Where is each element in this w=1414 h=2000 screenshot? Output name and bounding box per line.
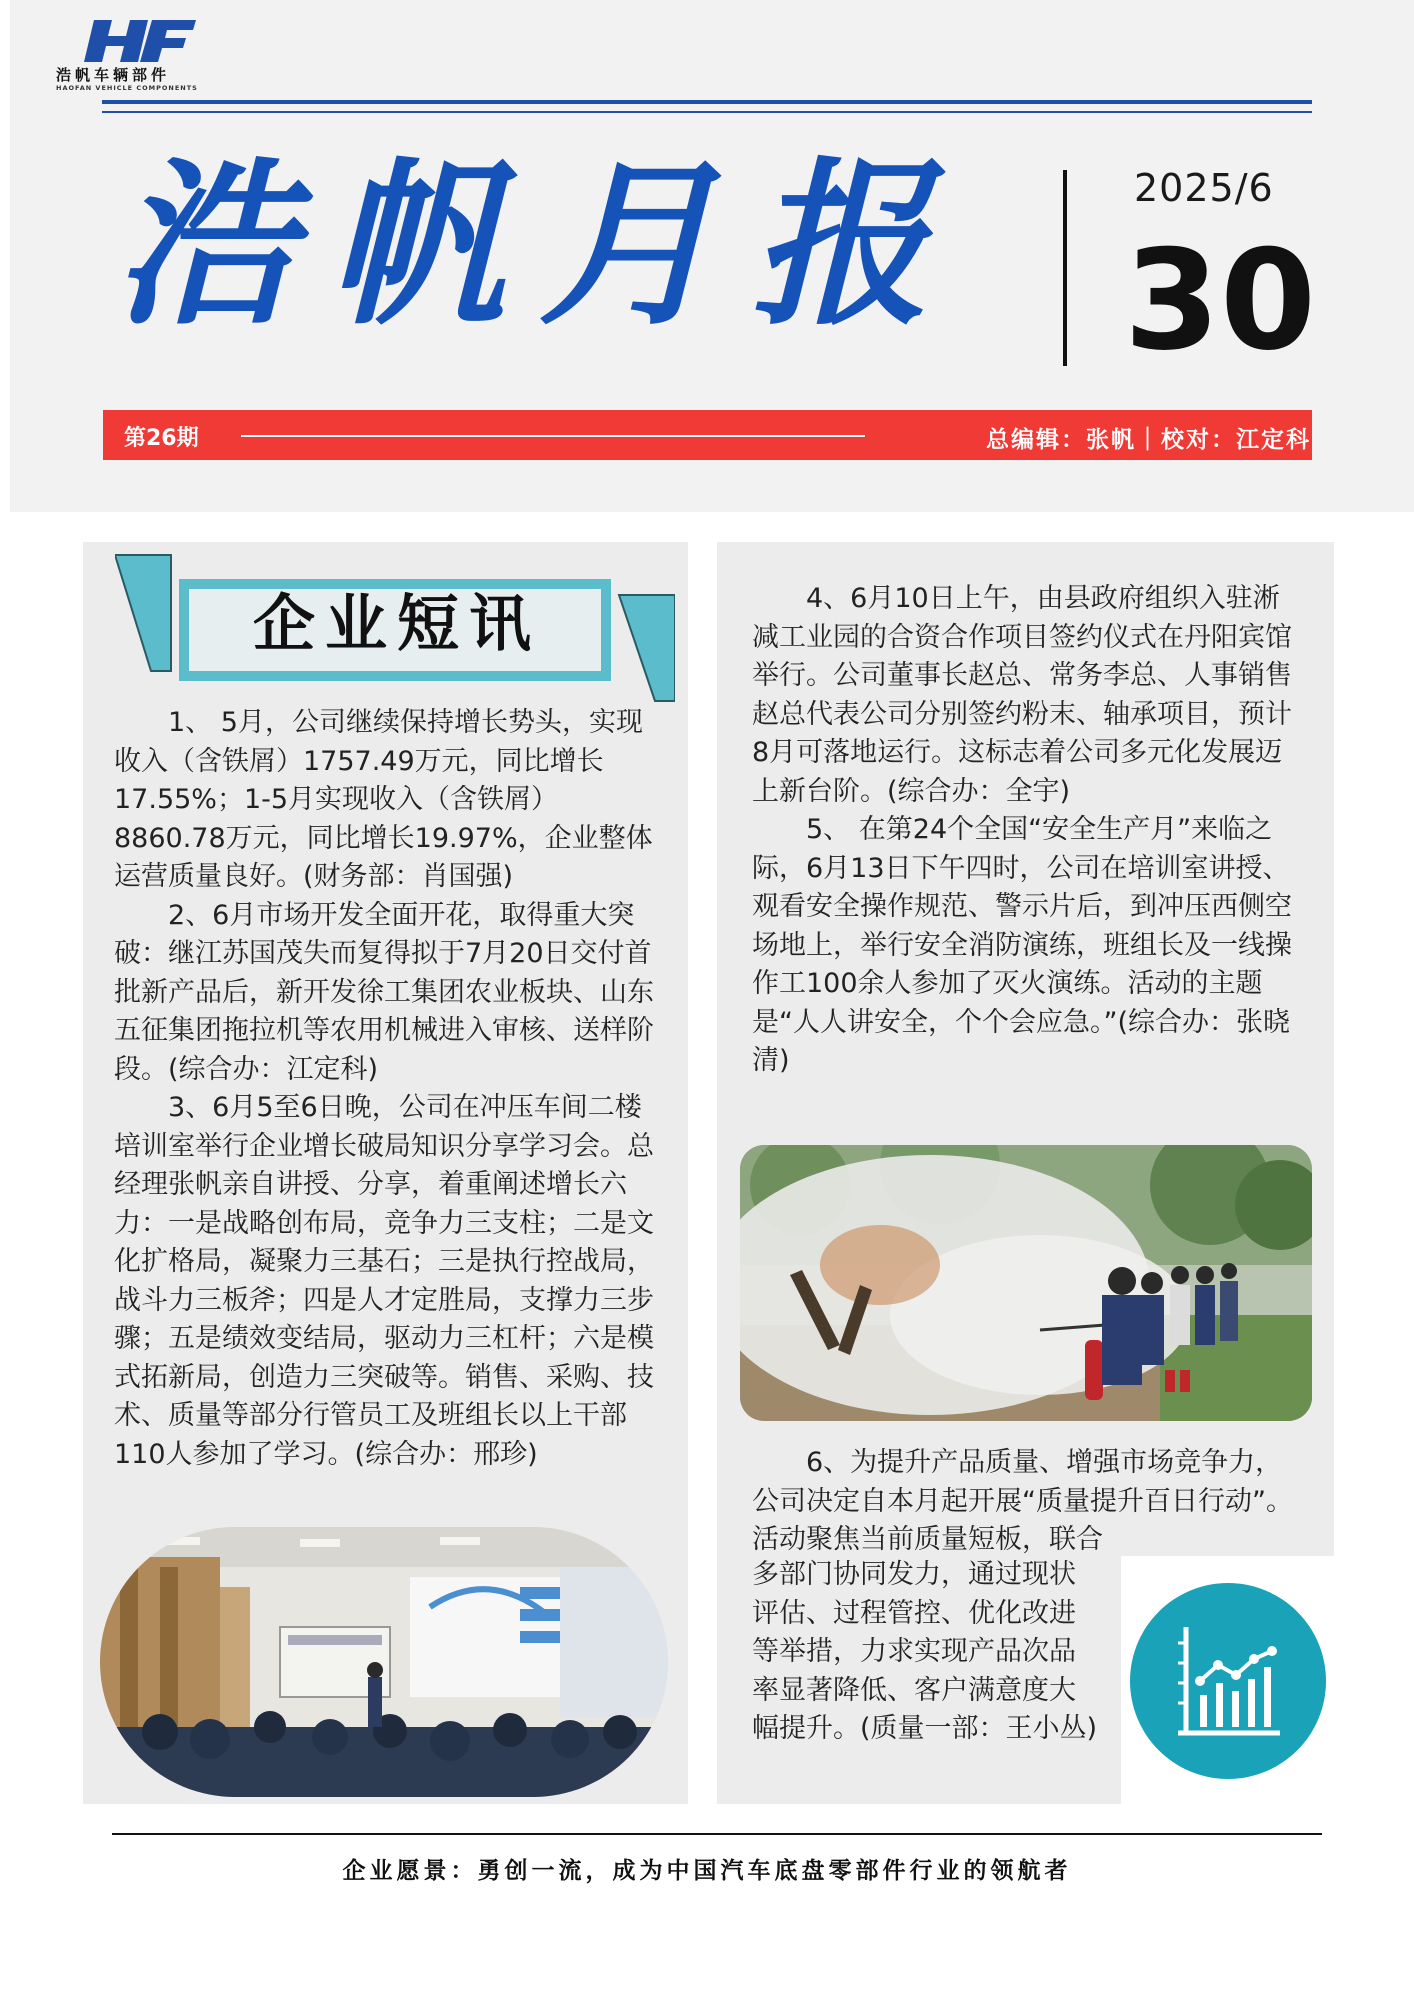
fire-drill-photo	[740, 1145, 1312, 1421]
article-6: 6、为提升产品质量、增强市场竞争力，公司决定自本月起开展“质量提升百日行动”。活动聚焦当前质量短板，联合	[752, 1447, 1293, 1555]
article-6-continued: 多部门协同发力，通过现状评估、过程管控、优化改进等举措，力求实现产品次品率显著降低、客户满意度大幅提升。(质量一部：王小丛)	[752, 1559, 1098, 1744]
left-articles	[114, 704, 664, 1474]
article-5: 5、 在第24个全国“安全生产月”来临之际，6月13日下午四时，公司在培训室讲授、观看安全操作规范、警示片后，到冲压西侧空场地上，举行安全消防演练，班组长及一线操作工100余人参加了灭火演练。活动的主题是“人人讲安全，个个会应急。”(综合办：张晓清)	[752, 814, 1292, 1076]
article-2: 2、6月市场开发全面开花，取得重大突破：继江苏国茂失而复得拟于7月20日交付首批新产品后，新开发徐工集团农业板块、山东五征集团拖拉机等农用机械进入审核、送样阶段。(综合办：江定科)	[114, 899, 654, 1085]
article-6-continuation-block	[752, 1556, 1102, 1749]
logo-name-en: HAOFAN VEHICLE COMPONENTS	[56, 84, 198, 92]
issue-day: 30	[1124, 220, 1317, 381]
masthead-title: 浩帆月报	[115, 140, 963, 349]
logo-name-cn: 浩帆车辆部件	[56, 66, 171, 84]
header-rule-thin	[102, 111, 1312, 113]
footer-rule	[112, 1833, 1322, 1835]
bar-chart-trend-icon	[1130, 1583, 1326, 1779]
article-4: 4、6月10日上午，由县政府组织入驻淅减工业园的合资合作项目签约仪式在丹阳宾馆举行。公司董事长赵总、常务李总、人事销售赵总代表公司分别签约粉末、轴承项目，预计8月可落地运行。这标志着公司多元化发展迈上新台阶。(综合办：全宇)	[752, 583, 1292, 807]
article-6-opening	[752, 1444, 1304, 1560]
editors-credit: 总编辑：张帆｜校对：江定科	[986, 427, 1311, 453]
masthead-divider	[1063, 170, 1067, 366]
article-3: 3、6月5至6日晚，公司在冲压车间二楼培训室举行企业增长破局知识分享学习会。总经理张帆亲自讲授、分享，着重阐述增长六力：一是战略创布局，竞争力三支柱；二是文化扩格局，凝聚力三基石；三是执行控战局，战斗力三板斧；四是人才定胜局，支撑力三步骤；五是绩效变结局，驱动力三杠杆；六是模式拓新局，创造力三突破等。销售、采购、技术、质量等部分行管员工及班组长以上干部110人参加了学习。(综合办：邢珍)	[114, 1092, 654, 1470]
issue-year-month: 2025/6	[1134, 166, 1274, 210]
section-title: 企业短讯	[252, 587, 541, 660]
company-vision: 企业愿景：勇创一流，成为中国汽车底盘零部件行业的领航者	[342, 1858, 1072, 1884]
right-articles	[752, 580, 1304, 1081]
issue-bar-divider	[241, 435, 865, 437]
header-rule-thick	[102, 100, 1312, 104]
training-meeting-photo	[100, 1527, 668, 1797]
issue-number: 第26期	[124, 426, 199, 451]
article-1: 1、 5月，公司继续保持增长势头，实现收入（含铁屑）1757.49万元，同比增长17.55%；1-5月实现收入（含铁屑）8860.78万元，同比增长19.97%，企业整体运营质量良好。(财务部：肖国强)	[114, 707, 653, 892]
